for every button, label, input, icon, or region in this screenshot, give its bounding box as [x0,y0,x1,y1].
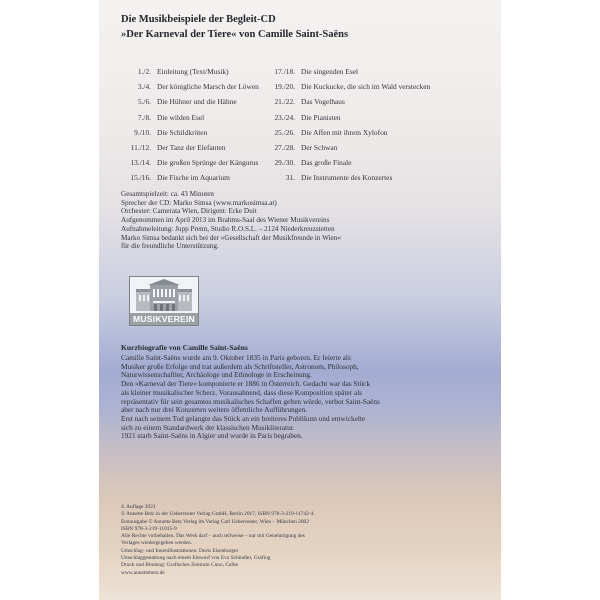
track-item [99,143,226,152]
track-title: Der königliche Marsch der Löwen [157,82,259,92]
page-title-line-2: »Der Karneval der Tiere« von Camille Saint-Saëns [121,29,349,40]
track-title: Die Schildkröten [157,127,208,137]
bio-line: sich zu einem Standardwerk der klassischen Musikliteratur. [121,422,295,432]
track-title: Die Fische im Aquarium [157,173,230,183]
track-item [99,158,258,167]
track-item [99,82,259,91]
imprint-block [121,504,313,577]
track-item [259,158,352,167]
track-number: 11./12. [130,143,151,152]
cd-info-block [121,190,341,251]
info-line: Sprecher der CD: Marko Simsa (www.markosimsa.at) [121,198,277,207]
imprint-line: 4. Auflage 2021 [121,504,156,510]
info-line: Gesamtspielzeit: ca. 43 Minuten [121,190,215,198]
track-number: 23./24. [274,112,295,122]
bio-line: als kleiner musikalischer Scherz. Vorausahnend, dass diese Komposition später als [121,387,363,397]
bio-line: 1921 starb Saint-Saëns in Algier und wurde in Paris begraben. [121,431,303,441]
track-title: Die großen Sprünge der Kängurus [157,158,259,168]
bio-line: repräsentativ für sein gesamtes musikalisches Schaffen gelten würde, verbot Saint-Saëns [121,396,380,406]
imprint-line: Druck und Bindung: Grafisches Zentrum Cuno, Calbe [121,562,238,569]
imprint-line: Alle Rechte vorbehalten. Das Werk darf – auch teilweise – nur mit Genehmigung des [121,533,305,540]
musikverein-building-icon [130,277,198,313]
track-title: Der Tanz der Elefanten [157,143,226,152]
track-item [259,113,341,122]
track-title: Die Affen mit ihrem Xylofon [301,127,388,137]
track-title: Die Pianisten [301,112,341,122]
track-item [259,173,392,182]
track-item [99,128,207,137]
track-item [259,128,387,137]
book-page [99,0,501,600]
imprint-line: ISBN 978-3-219-11015-9 [121,525,177,532]
imprint-line: Umschlag- und Innenillustrationen: Doris Eisenburger [121,547,239,554]
imprint-line: © Annette Betz in der Ueberreuter Verlag GmbH, Berlin 2017, ISBN 978-3-219-11742-4 [121,511,314,518]
track-item [99,67,229,76]
info-line: für die freundliche Unterstützung. [121,242,219,251]
page-title-line-1: Die Musikbeispiele der Begleit-CD [121,14,276,25]
bio-line: Camille Saint-Saëns wurde am 9. Oktober 1835 in Paris geboren. Er feierte als [121,353,351,362]
bio-line: Den »Karneval der Tiere« komponierte er 1886 in Österreich. Gedacht war das Stück [121,379,371,389]
track-item [259,143,337,152]
track-item [99,173,230,182]
track-title: Die Instrumente des Konzertes [301,173,393,183]
info-line: Aufnahmeleitung: Jupp Prenn, Studio R.O.S.L. – 2124 Niederkreuzstetten [121,224,335,233]
bio-text [121,354,380,441]
bio-line: Musiker große Erfolge und trat außerdem als Schriftsteller, Astronom, Philosoph, [121,361,359,371]
track-number: 29./30. [274,158,295,168]
track-number: 27./28. [274,143,295,152]
info-line: Aufgenommen im April 2013 im Brahms-Saal des Wiener Musikvereins [121,216,330,225]
track-number: 21./22. [274,97,295,107]
track-item [259,82,430,91]
track-number: 19./20. [274,82,295,92]
track-number: 5./6. [137,97,151,107]
track-number: 7./8. [137,112,151,122]
track-item [99,113,204,122]
info-line: Orchester: Camerata Wien, Dirigent: Erke Duit [121,207,257,216]
musikverein-logo-label: MUSIKVEREIN [130,313,198,325]
bio-line: Erst nach seinem Tod gelangte das Stück an ein breiteres Publikum und entwickelte [121,413,366,423]
track-number: 1./2. [137,67,151,76]
track-number: 25./26. [274,127,295,137]
bio-heading: Kurzbiografie von Camille Saint-Saëns [121,343,248,352]
track-number: 9./10. [134,127,151,137]
track-number: 31. [285,173,295,183]
bio-line: aber nach nur drei Konzerten weitere öffentliche Aufführungen. [121,405,308,415]
track-title: Der Schwan [301,143,338,152]
imprint-line: www.annettebetz.de [121,569,165,576]
track-title: Das große Finale [301,158,352,168]
imprint-line: Umschlaggestaltung nach einem Entwurf von Eva Schindler, Grafing [121,555,271,562]
track-title: Das Vogelhaus [301,97,345,107]
track-item [259,97,345,106]
track-item [99,97,237,106]
track-item [259,67,358,76]
track-title: Einleitung (Text/Musik) [157,67,229,76]
track-number: 17./18. [274,67,295,76]
track-number: 3./4. [137,82,151,92]
track-number: 13./14. [130,158,151,168]
track-title: Die Kuckucke, die sich im Wald verstecken [301,82,431,92]
track-title: Die singenden Esel [301,67,359,76]
info-line: Marko Simsa bedankt sich bei der »Gesellschaft der Musikfreunde in Wien« [121,233,341,242]
imprint-line: Erstausgabe © Annette Betz Verlag im Verlag Carl Ueberreuter, Wien – München 2002 [121,518,309,525]
imprint-line: Verlages wiedergegeben werden. [121,540,192,547]
musikverein-logo [129,276,199,326]
bio-line: Naturwissenschaftler, Archäologe und Ethnologe in Erscheinung. [121,370,312,380]
track-title: Die wilden Esel [157,112,205,122]
track-title: Die Hühner und die Hähne [157,97,237,107]
track-number: 15./16. [130,173,151,183]
